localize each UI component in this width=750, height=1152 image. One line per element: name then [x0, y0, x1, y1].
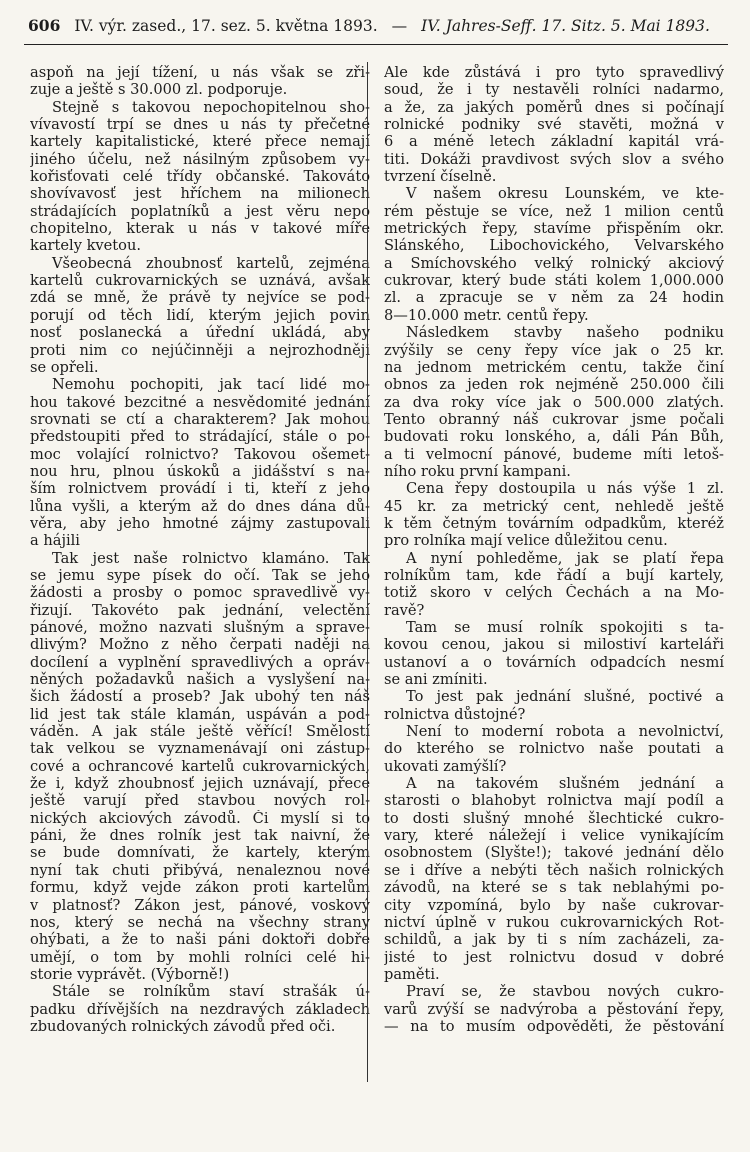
- text-line: za dva roky více jak o 500.000 zlatých.: [384, 393, 724, 411]
- text-line: paměti.: [384, 965, 440, 983]
- text-line: rém pěstuje se více, než 1 milion centů: [384, 202, 724, 220]
- text-line: ukovati zamýšlí?: [384, 757, 507, 775]
- text-line: chopitelno, kterak u nás v takové míře: [30, 220, 370, 238]
- text-line: Není to moderní robota a nevolnictví,: [406, 723, 724, 741]
- text-line: Tam se musí rolník spokojiti s ta-: [406, 619, 724, 636]
- text-line: rolníkům tam, kde řádí a bují kartely,: [384, 566, 724, 584]
- text-line: proti nim co nejúčinněji a nejrozhodněji: [30, 341, 370, 359]
- text-line: ším rolnictvem provádí i ti, kteří z jeho: [30, 480, 370, 498]
- text-line: jiného účelu, než násilným způsobem vy-: [30, 150, 370, 168]
- text-line: varů zvýší se nadvýroba a pěstování řepy,: [384, 1000, 724, 1018]
- text-line: 6 a méně letech základní kapitál vrá-: [384, 133, 724, 151]
- text-line: závodů, na které se s tak neblahými po-: [384, 879, 724, 897]
- text-line: kartely kapitalistické, které přece nemají: [30, 133, 370, 151]
- header-dash: —: [391, 17, 408, 35]
- text-line: kartelů cukrovarnických se uznává, avšak: [30, 272, 370, 290]
- text-line: — na to musím odpověděti, že pěstování: [384, 1017, 724, 1035]
- text-line: V našem okresu Lounském, ve kte-: [406, 185, 724, 203]
- text-line: nosť poslanecká a úřední ukládá, aby: [30, 324, 370, 342]
- text-line: storie vyprávět. (Výborně!): [30, 965, 230, 983]
- text-line: k těm četným továrním odpadkům, kteréž: [384, 514, 724, 532]
- text-line: Následkem stavby našeho podniku: [406, 324, 724, 342]
- text-line: formu, když vejde zákon proti kartelům: [30, 879, 370, 897]
- header-german: IV. Jahres-Seff. 17. Sitz. 5. Mai 1893.: [421, 17, 710, 35]
- text-line: nou hru, plnou úskoků a jidášství s na-: [30, 462, 370, 480]
- text-line: 45 kr. za metrický cent, nehledě ještě: [384, 497, 724, 515]
- text-line: zdá se mně, že právě ty nejvíce se pod-: [30, 289, 370, 307]
- text-line: a Smíchovského velký rolnický akciový: [384, 254, 724, 272]
- text-line: cové a ochrancové kartelů cukrovarnických,: [30, 757, 370, 775]
- text-line: kartely kvetou.: [30, 237, 141, 255]
- text-line: kořisťovati celé třídy občanské. Takováto: [30, 168, 370, 186]
- text-line: moc volající rolnictvo? Takovou ošemet-: [30, 445, 370, 463]
- text-line: se i dříve a nebýti těch našich rolnických: [384, 861, 724, 879]
- text-line: strádajících poplatníků a jest věru nepo: [30, 202, 370, 220]
- text-line: soud, že i ty nestavěli rolníci nadarmo,: [384, 81, 724, 99]
- text-line: tak velkou se vyznamenávají oni zástup-: [30, 740, 370, 758]
- text-line: ohýbati, a že to naši páni doktoři dobře: [30, 931, 370, 949]
- text-line: ravě?: [384, 601, 425, 619]
- text-line: zbudovaných rolnických závodů před oči.: [30, 1017, 336, 1035]
- text-line: se ani zmíniti.: [384, 671, 488, 689]
- text-line: osobnostem (Slyšte!); takové jednání dělo: [384, 844, 724, 862]
- text-line: vary, které náležejí i velice vynikajícím: [384, 827, 724, 845]
- text-line: řizují. Takovéto pak jednání, velectění: [30, 601, 370, 619]
- column-divider: [367, 62, 368, 1082]
- text-line: nictví úplně v rukou cukrovarnických Rot-: [384, 913, 724, 931]
- text-line: padku dřívějších na nezdravých základech: [30, 1000, 370, 1018]
- text-line: páni, že dnes rolník jest tak naivní, že: [30, 827, 370, 845]
- text-line: rolnictva důstojné?: [384, 705, 526, 723]
- text-line: v platnosť? Zákon jest, pánové, voskový: [30, 896, 370, 914]
- text-line: metrických řepy, stavíme přispěním okr.: [384, 220, 724, 238]
- text-line: to dosti slušný mnohé šlechtické cukro-: [384, 809, 724, 827]
- text-line: zvýšily se ceny řepy více jak o 25 kr.: [384, 341, 724, 359]
- text-line: tvrzení číselně.: [384, 168, 497, 186]
- text-line: nických akciových závodů. Či myslí si to: [30, 809, 370, 827]
- text-line: To jest pak jednání slušné, poctivé a: [406, 688, 724, 706]
- text-line: Ale kde zůstává i pro tyto spravedlivý: [384, 64, 724, 81]
- text-line: cukrovar, který bude státi kolem 1,000.000: [384, 272, 724, 290]
- text-line: 8—10.000 metr. centů řepy.: [384, 306, 589, 324]
- text-line: jisté to jest rolnictvu dosud v dobré: [384, 948, 724, 966]
- text-line: zl. a zpracuje se v něm za 24 hodin: [384, 289, 724, 307]
- text-line: A nyní pohleděme, jak se platí řepa: [406, 549, 724, 567]
- header-czech: IV. výr. zased., 17. sez. 5. května 1893.: [74, 17, 378, 35]
- text-line: Stále se rolníkům staví strašák ú-: [52, 983, 370, 1001]
- text-line: Nemohu pochopiti, jak tací lidé mo-: [52, 376, 370, 394]
- text-line: Všeobecná zhoubnosť kartelů, zejména: [52, 254, 370, 272]
- text-line: lůna vyšli, a kterým až do dnes dána dů-: [30, 497, 370, 515]
- text-line: věra, aby jeho hmotné zájmy zastupovali: [30, 514, 370, 532]
- text-line: A na takovém slušném jednání a: [406, 775, 724, 793]
- text-line: schildů, a jak by ti s ním zacházeli, za-: [384, 931, 724, 949]
- text-line: Tak jest naše rolnictvo klamáno. Tak: [52, 549, 370, 567]
- text-line: docílení a vyplnění spravedlivých a opráv-: [30, 653, 370, 671]
- left-column: [30, 64, 370, 1074]
- text-line: ustanoví a o továrních odpadcích nesmí: [384, 653, 724, 671]
- text-line: city vzpomíná, bylo by naše cukrovar-: [384, 896, 724, 914]
- text-line: se jemu sype písek do očí. Tak se jeho: [30, 566, 370, 584]
- text-line: starosti o blahobyt rolnictva mají podíl a: [384, 792, 724, 810]
- text-line: šich žádostí a proseb? Jak ubohý ten náš: [30, 688, 370, 706]
- text-line: Tento obranný náš cukrovar jsme počali: [384, 410, 724, 428]
- text-line: nyní tak chuti přibývá, nenaleznou nové: [30, 861, 370, 879]
- text-line: obnos za jeden rok nejméně 250.000 čili: [384, 376, 724, 394]
- text-line: Slánského, Libochovického, Velvarského: [384, 237, 724, 255]
- text-line: srovnati se ctí a charakterem? Jak mohou: [30, 410, 370, 428]
- text-line: a ti velmocní pánové, budeme míti letoš-: [384, 445, 724, 463]
- text-line: budovati roku lonského, a, dáli Pán Bůh,: [384, 428, 724, 446]
- text-line: Stejně s takovou nepochopitelnou sho-: [52, 98, 370, 116]
- text-line: vívavostí trpí se dnes u nás ty přečetné: [30, 116, 370, 134]
- text-line: totiž skoro v celých Čechách a na Mo-: [384, 584, 724, 602]
- text-line: porují od těch lidí, kterým jejich povin: [30, 306, 370, 324]
- header-rule: [24, 44, 728, 45]
- text-line: dlivým? Možno z něho čerpati naději na: [30, 636, 370, 654]
- text-line: a hájili: [30, 532, 80, 550]
- text-line: lid jest tak stále klamán, uspáván a pod-: [30, 705, 370, 723]
- text-line: titi. Dokáži pravdivost svých slov a svého: [384, 150, 724, 168]
- text-line: pánové, možno nazvati slušným a spravе-: [30, 619, 370, 636]
- text-line: se bude domnívati, že kartely, kterým: [30, 844, 370, 862]
- text-line: Cena řepy dostoupila u nás výše 1 zl.: [406, 480, 724, 498]
- text-line: něných požadavků našich a vyslyšení na-: [30, 671, 370, 689]
- text-line: se opřeli.: [30, 358, 99, 376]
- right-column: [384, 64, 724, 1074]
- text-line: Praví se, že stavbou nových cukro-: [406, 983, 724, 1001]
- text-line: kovou cenou, jakou si milostiví karteláři: [384, 636, 724, 654]
- text-line: zuje a ještě s 30.000 zl. podporuje.: [30, 81, 288, 99]
- page-number: 606: [28, 16, 61, 35]
- running-header: [28, 16, 728, 42]
- text-line: nos, který se nechá na všechny strany: [30, 913, 370, 931]
- text-line: aspoň na její tížení, u nás však se zři-: [30, 64, 370, 81]
- text-line: žádosti a prosby o pomoc spravedlivě vy-: [30, 584, 370, 602]
- text-line: umějí, o tom by mohli rolníci celé hi-: [30, 948, 370, 966]
- text-line: pro rolníka mají velice důležitou cenu.: [384, 532, 668, 550]
- text-line: hou takové bezcitné a nesvědomité jednání: [30, 393, 370, 411]
- text-line: na jednom metrickém centu, takže činí: [384, 358, 724, 376]
- text-line: předstoupiti před to strádající, stále o po-: [30, 428, 370, 446]
- text-line: a že, za jakých poměrů dnes si počínají: [384, 98, 724, 116]
- text-line: ještě varují před stavbou nových rol-: [30, 792, 370, 810]
- text-line: shovívavosť jest hříchem na milionech: [30, 185, 370, 203]
- text-line: do kterého se rolnictvo naše poutati a: [384, 740, 724, 758]
- text-line: rolnické podniky své stavěti, možná v: [384, 116, 724, 134]
- text-line: ního roku první kampani.: [384, 462, 571, 480]
- text-line: váděn. A jak stále ještě věřící! Smělostí: [30, 723, 370, 741]
- text-line: že i, když zhoubnosť jejich uznávají, přece: [30, 775, 370, 793]
